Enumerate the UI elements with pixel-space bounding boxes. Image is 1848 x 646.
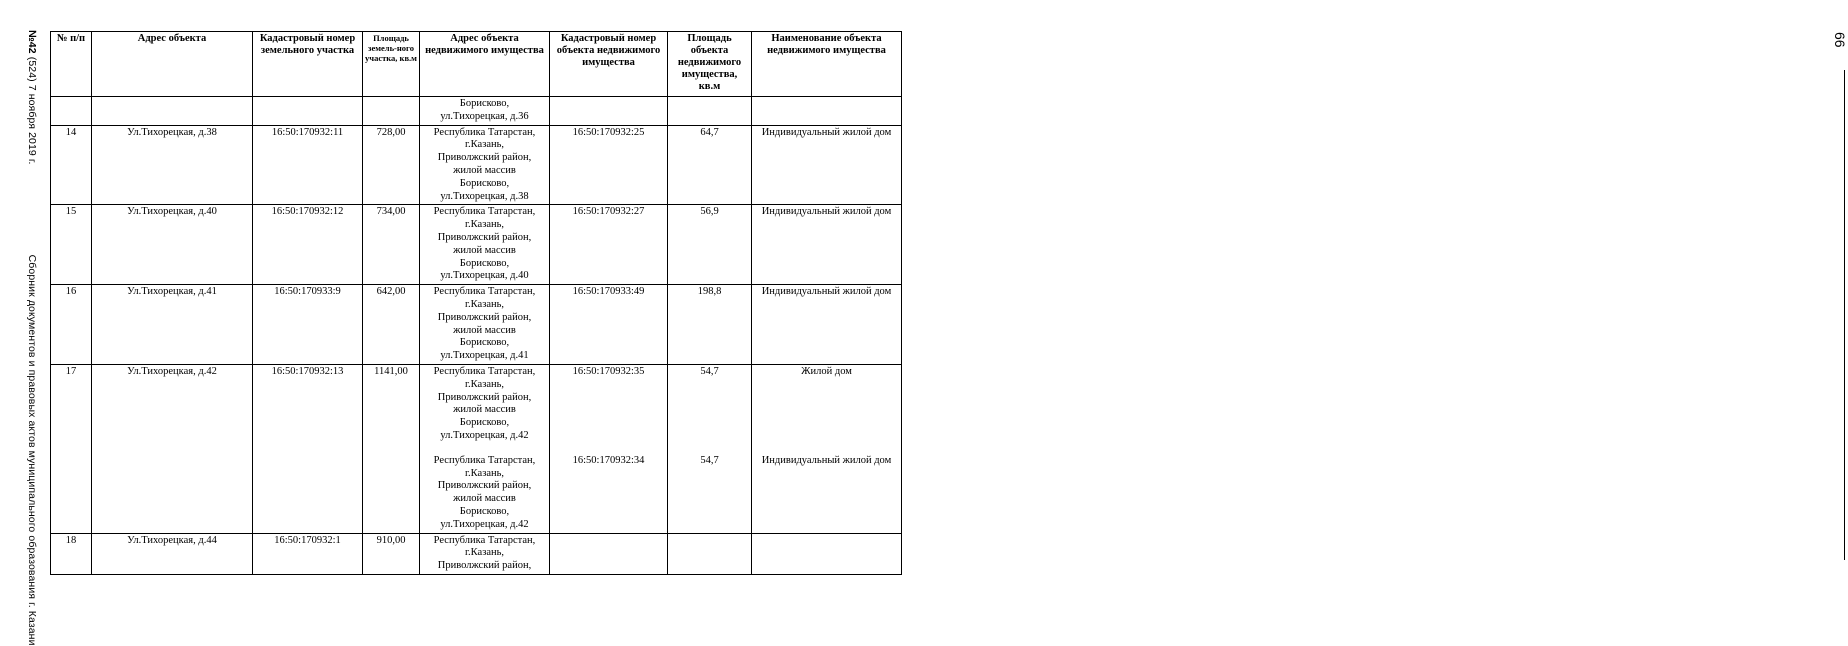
property-entry: [670, 286, 749, 299]
issue-number: №42: [26, 30, 38, 54]
table-header-row: [51, 32, 902, 97]
property-entry: [422, 206, 547, 283]
header-property-name: Наименование объекта недвижимого имущества: [752, 32, 902, 97]
property-address-line: Приволжский район,: [437, 391, 532, 403]
land-cadastral-cell: 16:50:170932:13: [253, 364, 363, 533]
property-address-line: жилой массив: [453, 244, 516, 256]
property-address-line: Приволжский район,: [437, 231, 532, 243]
property-address-line: г.Казань,: [464, 139, 505, 151]
land-cadastral-cell: 16:50:170932:1: [253, 533, 363, 574]
property-entry: [754, 455, 899, 468]
property-cadastral-cell-value: 16:50:170932:34: [572, 454, 645, 466]
property-area-cell: [668, 125, 752, 205]
row-number: 16: [51, 285, 92, 365]
property-name-cell-value: Индивидуальный жилой дом: [761, 286, 892, 298]
property-entry: [754, 127, 899, 140]
property-address-line: г.Казань,: [464, 547, 505, 559]
property-area-cell-value: 198,8: [697, 286, 722, 298]
property-entry: [552, 366, 665, 379]
land-area-cell: 910,00: [363, 533, 420, 574]
property-entry: [552, 206, 665, 219]
property-address-line: ул.Тихорецкая, д.41: [440, 350, 529, 362]
property-entry: [422, 366, 547, 443]
property-address-cell: [420, 533, 550, 574]
object-address-cell: Ул.Тихорецкая, д.40: [92, 205, 253, 285]
property-address-line: Республика Татарстан,: [433, 206, 536, 218]
property-entry: [422, 455, 547, 532]
property-area-cell: [668, 533, 752, 574]
property-address-cell: [420, 285, 550, 365]
row-number: 14: [51, 125, 92, 205]
property-cadastral-cell: [550, 205, 668, 285]
continuation-row: [51, 97, 902, 126]
property-cadastral-cell-value: 16:50:170932:27: [572, 206, 645, 218]
property-address-line: жилой массив: [453, 404, 516, 416]
property-address-line: Республика Татарстан,: [433, 534, 536, 546]
object-address-cell: Ул.Тихорецкая, д.44: [92, 533, 253, 574]
header-object-address: Адрес объекта: [92, 32, 253, 97]
object-address-cell: Ул.Тихорецкая, д.42: [92, 364, 253, 533]
property-address-line: Республика Татарстан,: [433, 286, 536, 298]
land-cadastral-cell: 16:50:170932:11: [253, 125, 363, 205]
property-address-line: ул.Тихорецкая, д.40: [440, 270, 529, 282]
property-address-line: Республика Татарстан,: [433, 126, 536, 138]
property-address-line: г.Казань,: [464, 219, 505, 231]
property-entry: [422, 127, 547, 204]
continuation-address-line: ул.Тихорецкая, д.36: [440, 110, 529, 122]
land-area-cell: 1141,00: [363, 364, 420, 533]
property-address-line: жилой массив: [453, 164, 516, 176]
property-address-line: ул.Тихорецкая, д.38: [440, 190, 529, 202]
header-property-address: Адрес объекта недвижимого имущества: [420, 32, 550, 97]
continuation-address: [420, 97, 550, 126]
property-area-cell-value: 54,7: [700, 365, 719, 377]
table-row: [51, 125, 902, 205]
property-address-line: жилой массив: [453, 493, 516, 505]
property-address-line: Борисково,: [459, 505, 510, 517]
property-address-line: Республика Татарстан,: [433, 365, 536, 377]
property-area-cell-value: 56,9: [700, 206, 719, 218]
land-area-cell: 728,00: [363, 125, 420, 205]
issue-details: (524) 7 ноября 2019 г.: [26, 56, 38, 165]
property-name-cell-value: Индивидуальный жилой дом: [761, 206, 892, 218]
property-address-cell: [420, 125, 550, 205]
right-margin: [908, 0, 1848, 577]
property-address-line: ул.Тихорецкая, д.42: [440, 429, 529, 441]
property-name-cell: [752, 533, 902, 574]
running-header: [26, 30, 38, 646]
property-entry: [754, 206, 899, 219]
property-entry: [754, 286, 899, 299]
property-address-line: Приволжский район,: [437, 480, 532, 492]
property-cadastral-cell-value: 16:50:170932:25: [572, 126, 645, 138]
land-area-cell: 734,00: [363, 205, 420, 285]
table-row: [51, 364, 902, 533]
property-area-cell: [668, 205, 752, 285]
land-area-cell: 642,00: [363, 285, 420, 365]
property-entry: [422, 286, 547, 363]
page-number: 66: [1832, 32, 1848, 48]
header-property-cadastral: Кадастровый номер объекта недвижимого имущества: [550, 32, 668, 97]
property-address-line: Приволжский район,: [437, 560, 532, 572]
property-address-line: Борисково,: [459, 417, 510, 429]
property-address-cell: [420, 364, 550, 533]
property-entry: [670, 366, 749, 379]
property-address-line: г.Казань,: [464, 298, 505, 310]
property-area-cell-value: 64,7: [700, 126, 719, 138]
header-property-area: Площадь объекта недвижимого имущества, кв.м: [668, 32, 752, 97]
margin-rule: [1844, 70, 1845, 560]
object-address-cell: Ул.Тихорецкая, д.41: [92, 285, 253, 365]
publication-title: Сборник документов и правовых актов муниципального образования г. Казани: [26, 254, 38, 646]
header-land-area: Площадь земель-ного участка, кв.м: [363, 32, 420, 97]
row-number: 15: [51, 205, 92, 285]
property-address-line: Приволжский район,: [437, 311, 532, 323]
property-name-cell: [752, 364, 902, 533]
header-num: № п/п: [51, 32, 92, 97]
land-cadastral-cell: 16:50:170932:12: [253, 205, 363, 285]
property-name-cell-value: Индивидуальный жилой дом: [761, 454, 892, 466]
header-land-cadastral: Кадастровый номер земельного участка: [253, 32, 363, 97]
property-cadastral-cell-value: 16:50:170932:35: [572, 365, 645, 377]
property-address-line: Республика Татарстан,: [433, 454, 536, 466]
table-row: [51, 533, 902, 574]
property-entry: [552, 286, 665, 299]
property-name-cell: [752, 205, 902, 285]
property-address-cell: [420, 205, 550, 285]
property-address-line: Борисково,: [459, 177, 510, 189]
property-address-line: жилой массив: [453, 324, 516, 336]
property-register-table: [50, 31, 902, 575]
row-number: 17: [51, 364, 92, 533]
property-cadastral-cell: [550, 533, 668, 574]
property-cadastral-cell: [550, 125, 668, 205]
property-entry: [422, 535, 547, 573]
property-entry: [754, 366, 899, 379]
property-entry: [670, 206, 749, 219]
land-cadastral-cell: 16:50:170933:9: [253, 285, 363, 365]
table-row: [51, 285, 902, 365]
property-address-line: Борисково,: [459, 257, 510, 269]
property-address-line: ул.Тихорецкая, д.42: [440, 518, 529, 530]
left-margin: [4, 0, 48, 646]
property-entry: [670, 127, 749, 140]
object-address-cell: Ул.Тихорецкая, д.38: [92, 125, 253, 205]
row-number: 18: [51, 533, 92, 574]
property-address-line: г.Казань,: [464, 378, 505, 390]
property-cadastral-cell-value: 16:50:170933:49: [572, 286, 645, 298]
table-row: [51, 205, 902, 285]
table-body: [51, 97, 902, 575]
property-address-line: Борисково,: [459, 337, 510, 349]
property-entry: [552, 455, 665, 468]
property-name-cell-value: Жилой дом: [801, 365, 852, 377]
property-name-cell: [752, 285, 902, 365]
property-cadastral-cell: [550, 285, 668, 365]
property-name-cell: [752, 125, 902, 205]
property-entry: [552, 127, 665, 140]
continuation-address-line: Борисково,: [459, 98, 510, 109]
property-address-line: Приволжский район,: [437, 152, 532, 164]
property-name-cell-value: Индивидуальный жилой дом: [761, 126, 892, 138]
property-entry: [670, 455, 749, 468]
property-area-cell-value: 54,7: [700, 454, 719, 466]
property-address-line: г.Казань,: [464, 467, 505, 479]
property-cadastral-cell: [550, 364, 668, 533]
property-area-cell: [668, 285, 752, 365]
property-area-cell: [668, 364, 752, 533]
